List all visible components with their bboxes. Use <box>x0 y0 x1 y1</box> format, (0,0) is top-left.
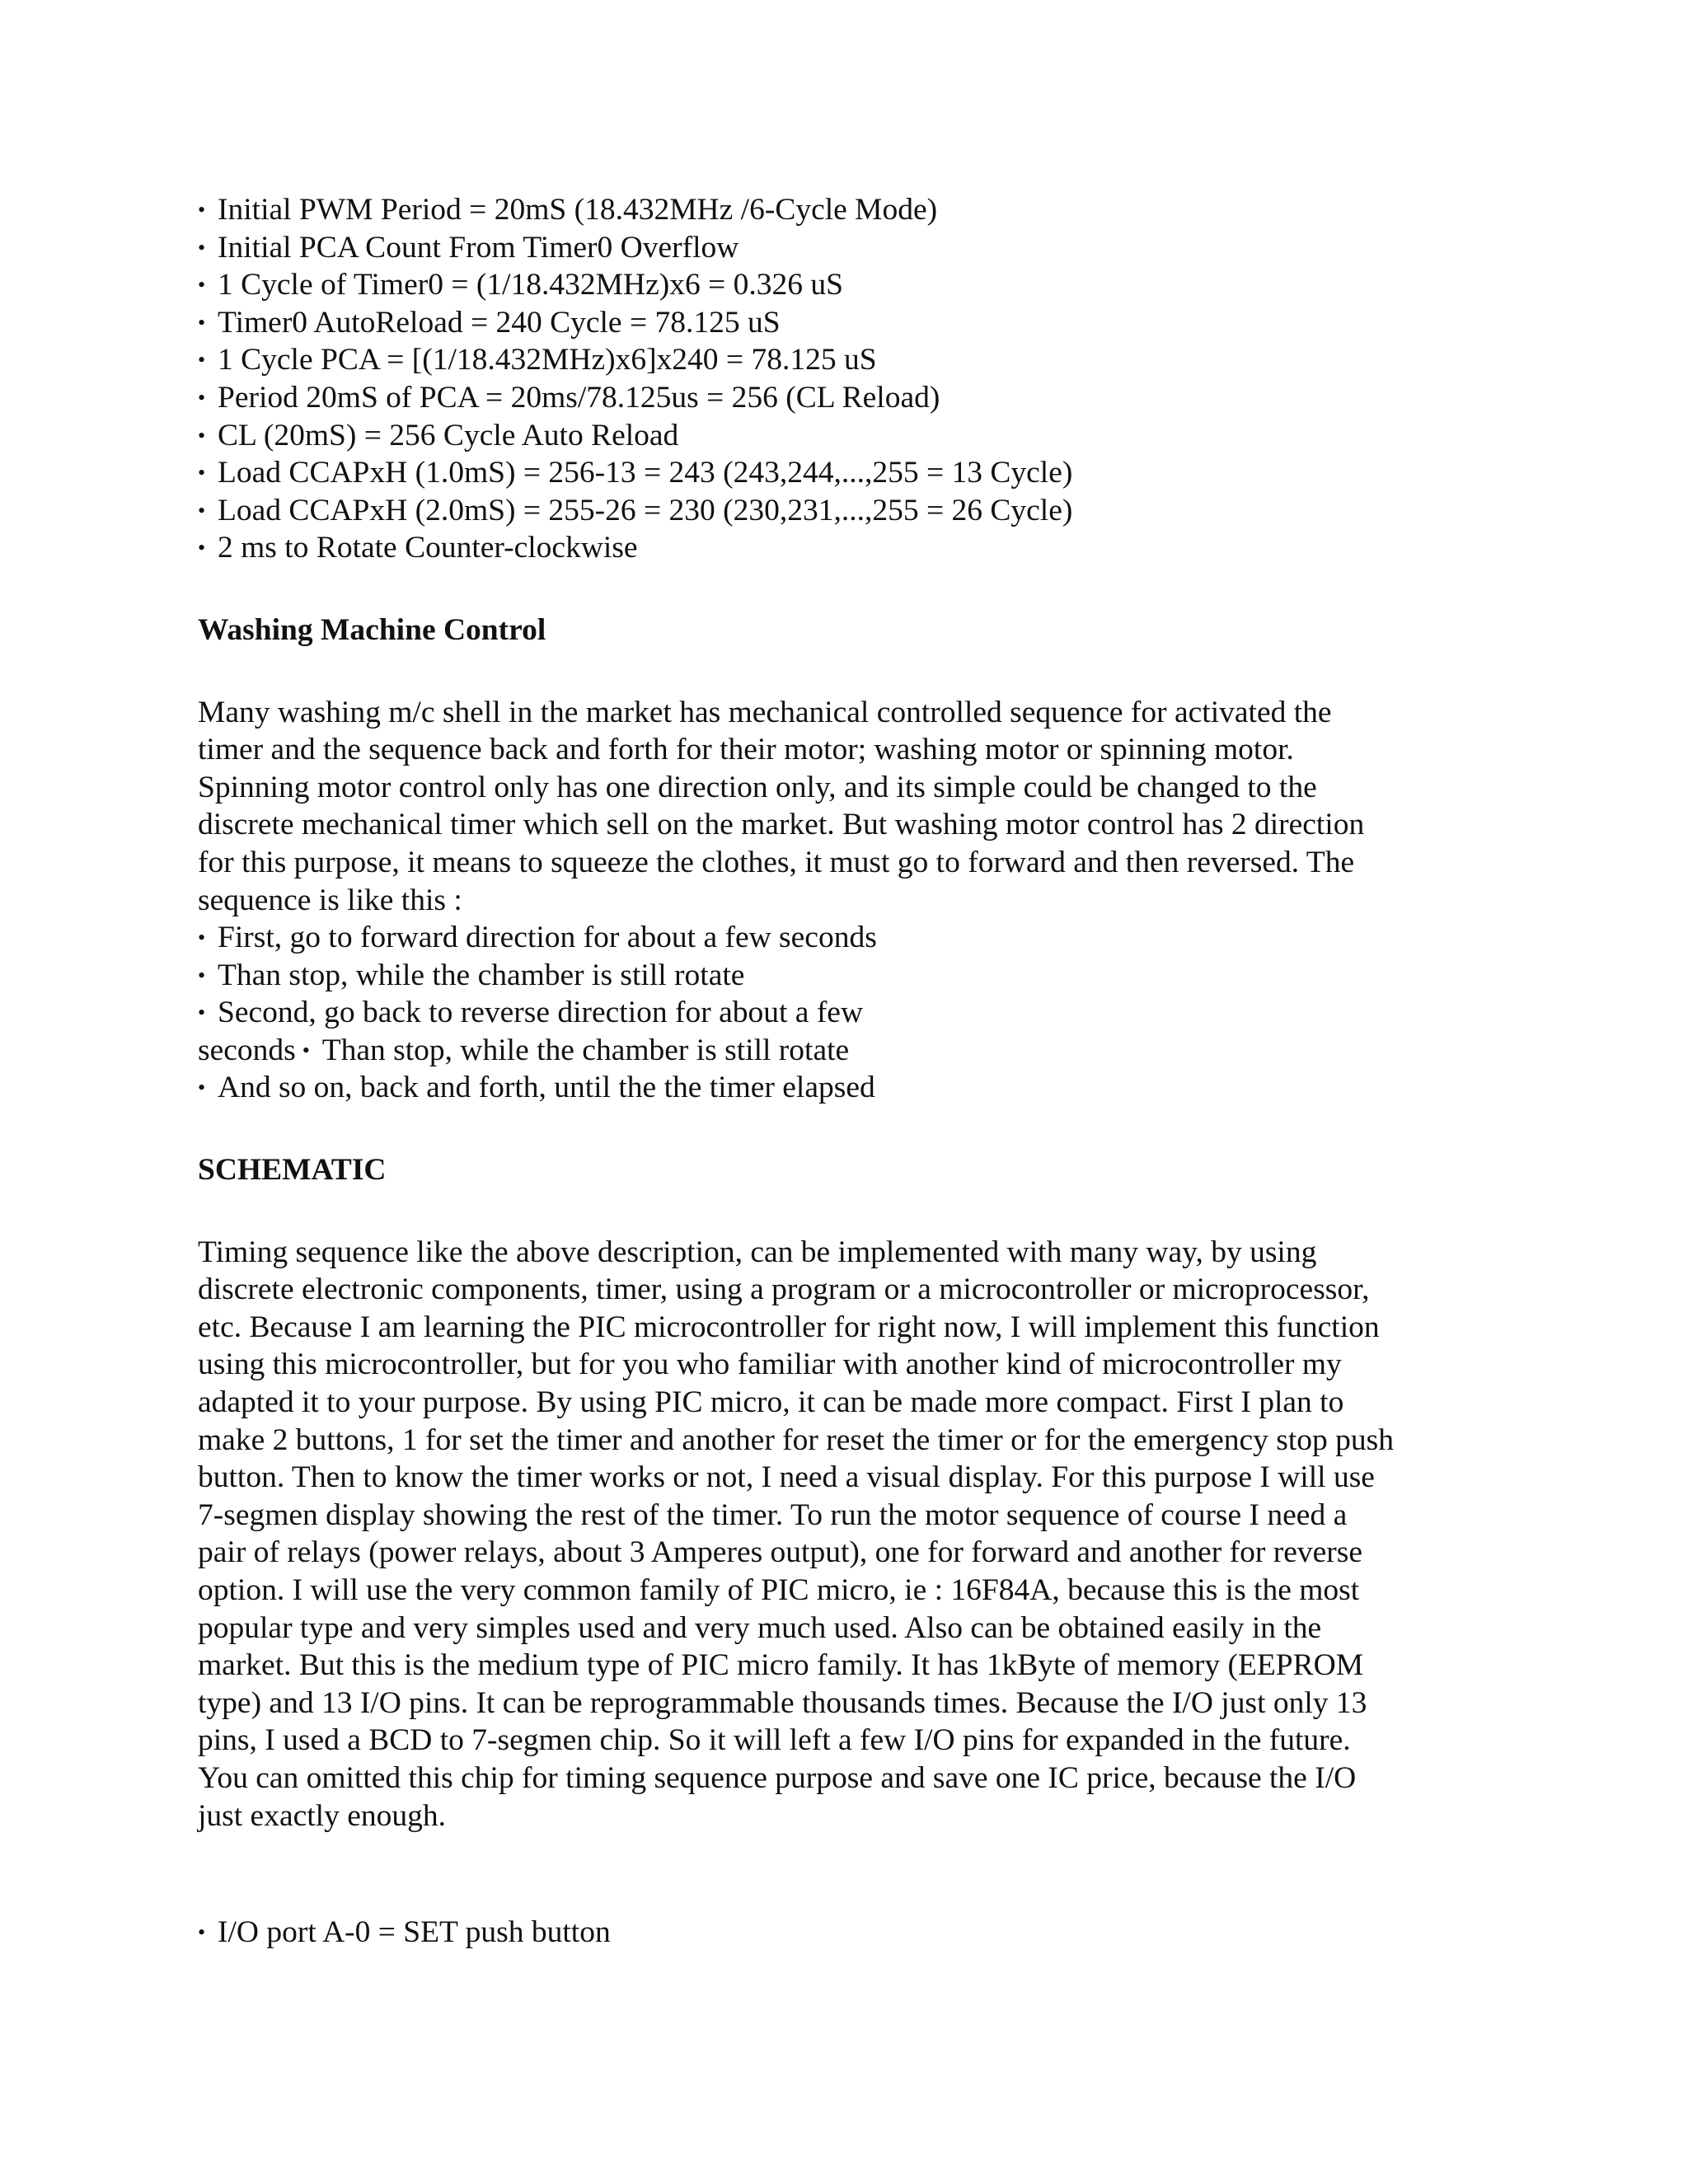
bullet-icon: • <box>198 423 206 448</box>
paragraph-line: popular type and very simples used and very much used. Also can be obtained easily in the <box>198 1610 1322 1645</box>
list-item: • Than stop, while the chamber is still rotate <box>198 957 1517 995</box>
paragraph-line: discrete electronic components, timer, using a program or a microcontroller or microprocessor, <box>198 1272 1370 1307</box>
bullet-icon: • <box>198 385 206 410</box>
paragraph-line: Spinning motor control only has one direction only, and its simple could be changed to the <box>198 770 1317 804</box>
schematic-paragraph <box>198 1234 1517 1835</box>
list-item: • Initial PCA Count From Timer0 Overflow <box>198 229 1517 267</box>
paragraph-line: type) and 13 I/O pins. It can be reprogrammable thousands times. Because the I/O just only 13 <box>198 1685 1367 1720</box>
paragraph-line: make 2 buttons, 1 for set the timer and another for reset the timer or for the emergency stop push <box>198 1422 1394 1457</box>
document-page <box>198 191 1517 1952</box>
list-item: • Period 20mS of PCA = 20ms/78.125us = 256 (CL Reload) <box>198 379 1517 417</box>
paragraph-line: sequence is like this : <box>198 883 462 917</box>
paragraph-line: adapted it to your purpose. By using PIC micro, it can be made more compact. First I plan to <box>198 1385 1344 1420</box>
list-item: • 2 ms to Rotate Counter-clockwise <box>198 529 1517 567</box>
io-port-list <box>198 1914 1517 1952</box>
list-item: • I/O port A-0 = SET push button <box>198 1914 1517 1952</box>
bullet-icon: • <box>198 198 206 222</box>
list-item: • 1 Cycle of Timer0 = (1/18.432MHz)x6 = 0.326 uS <box>198 266 1517 304</box>
paragraph-line: button. Then to know the timer works or not, I need a visual display. For this purpose I will use <box>198 1460 1375 1495</box>
schematic-heading: SCHEMATIC <box>198 1153 387 1188</box>
list-item: • Initial PWM Period = 20mS (18.432MHz /6-Cycle Mode) <box>198 191 1517 229</box>
washing-paragraph <box>198 694 1517 920</box>
paragraph-line: pair of relays (power relays, about 3 Amperes output), one for forward and another for reverse <box>198 1535 1363 1570</box>
bullet-icon: • <box>198 310 206 335</box>
paragraph-line: 7-segmen display showing the rest of the timer. To run the motor sequence of course I need a <box>198 1497 1348 1532</box>
paragraph-line: for this purpose, it means to squeeze the clothes, it must go to forward and then reversed. The <box>198 845 1355 879</box>
list-item: • CL (20mS) = 256 Cycle Auto Reload <box>198 417 1517 455</box>
paragraph-line: using this microcontroller, but for you who familiar with another kind of microcontroller my <box>198 1347 1342 1382</box>
paragraph-line: Timing sequence like the above description, can be implemented with many way, by using <box>198 1235 1317 1269</box>
paragraph-line: You can omitted this chip for timing sequence purpose and save one IC price, because the I/O <box>198 1760 1357 1795</box>
list-item: • Second, go back to reverse direction for about a few <box>198 994 1517 1032</box>
bullet-icon: • <box>198 273 206 298</box>
bullet-icon: • <box>198 926 206 950</box>
list-item: • First, go to forward direction for about a few seconds <box>198 919 1517 957</box>
washing-heading: Washing Machine Control <box>198 612 546 647</box>
list-item: • Load CCAPxH (2.0mS) = 255-26 = 230 (230,231,...,255 = 26 Cycle) <box>198 492 1517 530</box>
bullet-icon: • <box>198 1076 206 1100</box>
pwm-bullet-list <box>198 191 1517 567</box>
bullet-icon: • <box>198 536 206 560</box>
paragraph-line: Many washing m/c shell in the market has mechanical controlled sequence for activated the <box>198 695 1332 729</box>
paragraph-line: just exactly enough. <box>198 1798 446 1833</box>
list-item: • Timer0 AutoReload = 240 Cycle = 78.125 uS <box>198 304 1517 342</box>
bullet-icon: • <box>198 461 206 485</box>
paragraph-line: discrete mechanical timer which sell on the market. But washing motor control has 2 direction <box>198 808 1365 842</box>
bullet-icon: • <box>198 348 206 373</box>
bullet-icon: • <box>198 1001 206 1025</box>
paragraph-line: etc. Because I am learning the PIC microcontroller for right now, I will implement this function <box>198 1310 1380 1344</box>
paragraph-line: pins, I used a BCD to 7-segmen chip. So it will left a few I/O pins for expanded in the future. <box>198 1723 1351 1758</box>
bullet-icon: • <box>198 963 206 987</box>
bullet-icon: • <box>198 1920 206 1945</box>
paragraph-line: timer and the sequence back and forth for their motor; washing motor or spinning motor. <box>198 733 1294 767</box>
bullet-icon: • <box>198 235 206 260</box>
list-item: • And so on, back and forth, until the the timer elapsed <box>198 1069 1517 1107</box>
list-item: • 1 Cycle PCA = [(1/18.432MHz)x6]x240 = 78.125 uS <box>198 341 1517 379</box>
washing-sequence-list <box>198 919 1517 1107</box>
list-item: seconds • Than stop, while the chamber is still rotate <box>198 1032 1517 1070</box>
bullet-icon: • <box>198 498 206 523</box>
bullet-icon: • <box>302 1038 310 1062</box>
paragraph-line: market. But this is the medium type of PIC micro family. It has 1kByte of memory (EEPROM <box>198 1648 1364 1683</box>
paragraph-line: option. I will use the very common family of PIC micro, ie : 16F84A, because this is the most <box>198 1573 1360 1607</box>
list-item: • Load CCAPxH (1.0mS) = 256-13 = 243 (243,244,...,255 = 13 Cycle) <box>198 454 1517 492</box>
